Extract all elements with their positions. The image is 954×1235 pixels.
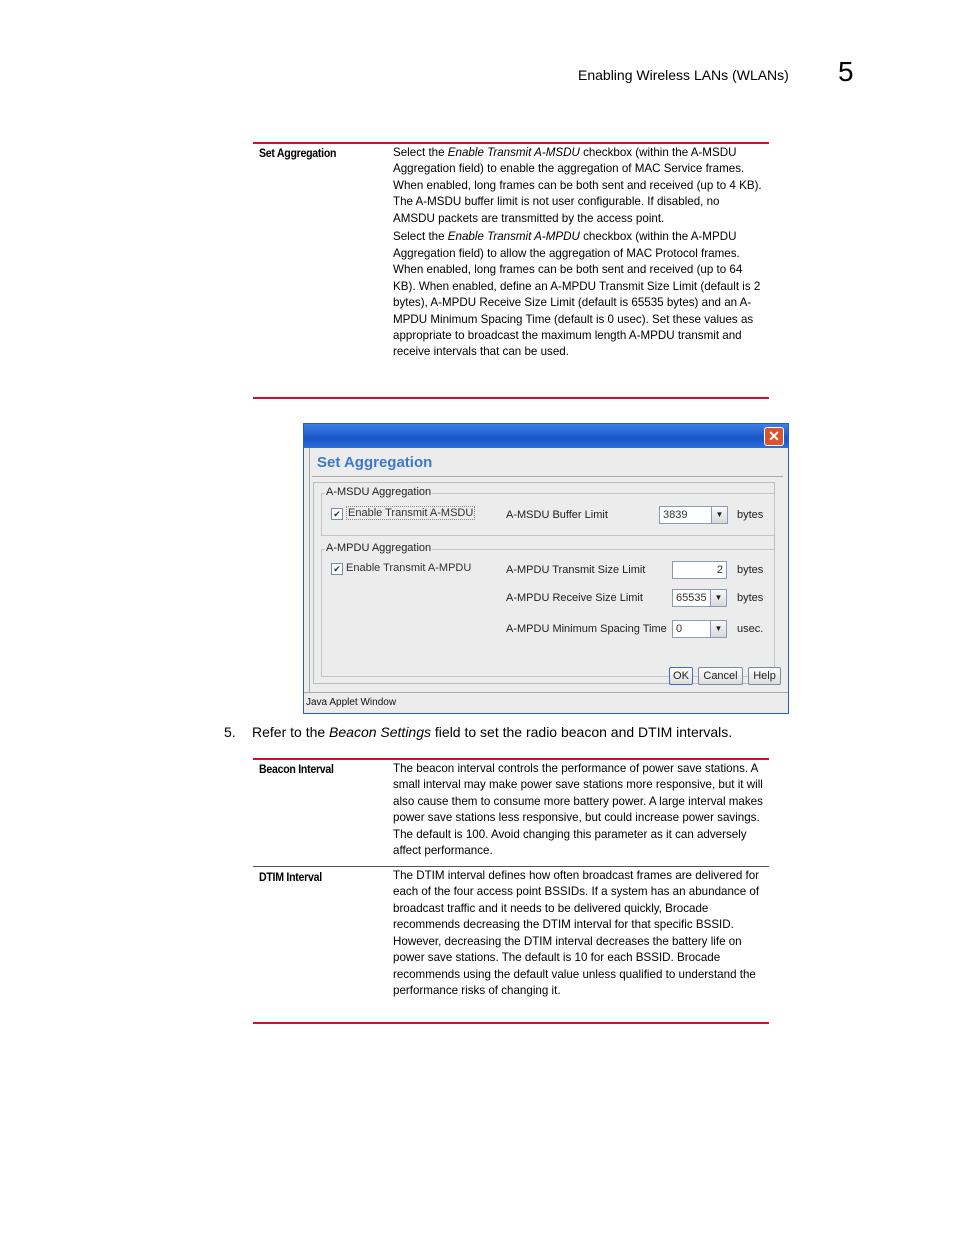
running-header-title: Enabling Wireless LANs (WLANs) xyxy=(578,67,789,83)
amsdu-buffer-label: A-MSDU Buffer Limit xyxy=(506,509,608,521)
table-term: Set Aggregation xyxy=(259,146,337,160)
help-button[interactable]: Help xyxy=(748,667,781,685)
enable-amsdu-checkbox[interactable] xyxy=(331,507,475,520)
ampdu-tx-size-unit: bytes xyxy=(737,564,764,576)
table-term: Beacon Interval xyxy=(259,762,334,776)
table-bottom-rule xyxy=(253,1022,769,1024)
ok-button[interactable]: OK xyxy=(669,667,693,685)
ampdu-spacing-unit: usec. xyxy=(737,623,764,635)
amsdu-group-label: A-MSDU Aggregation xyxy=(326,486,432,498)
status-bar: Java Applet Window xyxy=(304,692,788,713)
table-bottom-rule xyxy=(253,397,769,399)
divider xyxy=(312,476,783,477)
enable-amsdu-label: Enable Transmit A-MSDU xyxy=(348,507,474,519)
ampdu-tx-size-label: A-MPDU Transmit Size Limit xyxy=(506,564,646,576)
table-description: The beacon interval controls the performance of power save stations. A small interval may make power save stations more responsive, but it will also cause them to consume more battery power. A large interval makes power save stations less responsive, but could increase power savings. The default is 100. Avoid changing this parameter as it can adversely affect performance. xyxy=(393,762,763,858)
table-description: The DTIM interval defines how often broadcast frames are delivered for each of the four access point BSSIDs. If a system has an abundance of broadcast traffic and it needs to be delivered quickly, Brocade recommends decreasing the DTIM interval for that specific BSSID. However, decreasing the DTIM interval decreases the battery life on power save stations. The default is 10 for each BSSID. Brocade recommends using the default value unless qualified to understand the performance risks of changing it. xyxy=(393,869,760,998)
amsdu-group xyxy=(321,486,775,536)
dialog-title: Set Aggregation xyxy=(317,454,433,471)
ampdu-spacing-label: A-MPDU Minimum Spacing Time xyxy=(506,623,667,635)
table-description xyxy=(393,145,763,361)
ampdu-tx-size-input[interactable]: 2 xyxy=(672,561,727,579)
ampdu-rx-size-label: A-MPDU Receive Size Limit xyxy=(506,592,643,604)
close-icon[interactable]: ✕ xyxy=(764,427,784,446)
dialog-title-bar xyxy=(304,424,788,448)
table-top-rule xyxy=(253,142,769,144)
aggregation-panel xyxy=(313,482,775,684)
ampdu-group-label: A-MPDU Aggregation xyxy=(326,542,432,554)
step-text: Refer to the Beacon Settings field to set the radio beacon and DTIM intervals. xyxy=(252,724,733,740)
enable-ampdu-checkbox[interactable] xyxy=(331,562,471,575)
dialog-body xyxy=(309,448,785,713)
chevron-down-icon[interactable]: ▼ xyxy=(710,589,727,607)
chevron-down-icon[interactable]: ▼ xyxy=(711,506,728,524)
checkmark-icon: ✔ xyxy=(331,563,343,575)
description-paragraph: Select the Enable Transmit A-MSDU checkbox (within the A-MSDU Aggregation field) to enable the aggregation of MAC Service frames. When enabled, long frames can be both sent and received (up to 4 KB). The A-MSDU buffer limit is not user configurable. If disabled, no AMSDU packets are transmitted by the access point. xyxy=(393,146,762,225)
ampdu-rx-size-unit: bytes xyxy=(737,592,764,604)
chevron-down-icon[interactable]: ▼ xyxy=(710,620,727,638)
step-number: 5. xyxy=(224,724,236,740)
set-aggregation-dialog xyxy=(303,423,789,714)
description-paragraph: Select the Enable Transmit A-MPDU checkbox (within the A-MPDU Aggregation field) to allow the aggregation of MAC Protocol frames. When enabled, long frames can be both sent and received (up to 64 KB). When enabled, define an A-MPDU Transmit Size Limit (default is 2 bytes), A-MPDU Receive Size Limit (default is 65535 bytes) and an A-MPDU Minimum Spacing Time (default is 0 usec). Set these values as appropriate to broadcast the maximum length A-MPDU transmit and receive intervals that can be used. xyxy=(393,230,761,359)
amsdu-buffer-select[interactable]: 3839 xyxy=(659,506,712,524)
cancel-button[interactable]: Cancel xyxy=(698,667,743,685)
checkmark-icon: ✔ xyxy=(331,508,343,520)
chapter-number: 5 xyxy=(838,56,854,87)
table-term: DTIM Interval xyxy=(259,870,322,884)
row-divider xyxy=(253,866,769,867)
ampdu-spacing-select[interactable]: 0 xyxy=(672,620,711,638)
amsdu-buffer-unit: bytes xyxy=(737,509,764,521)
enable-ampdu-label: Enable Transmit A-MPDU xyxy=(346,562,472,574)
table-top-rule xyxy=(253,758,769,760)
ampdu-rx-size-select[interactable]: 65535 xyxy=(672,589,711,607)
ampdu-group xyxy=(321,542,775,677)
